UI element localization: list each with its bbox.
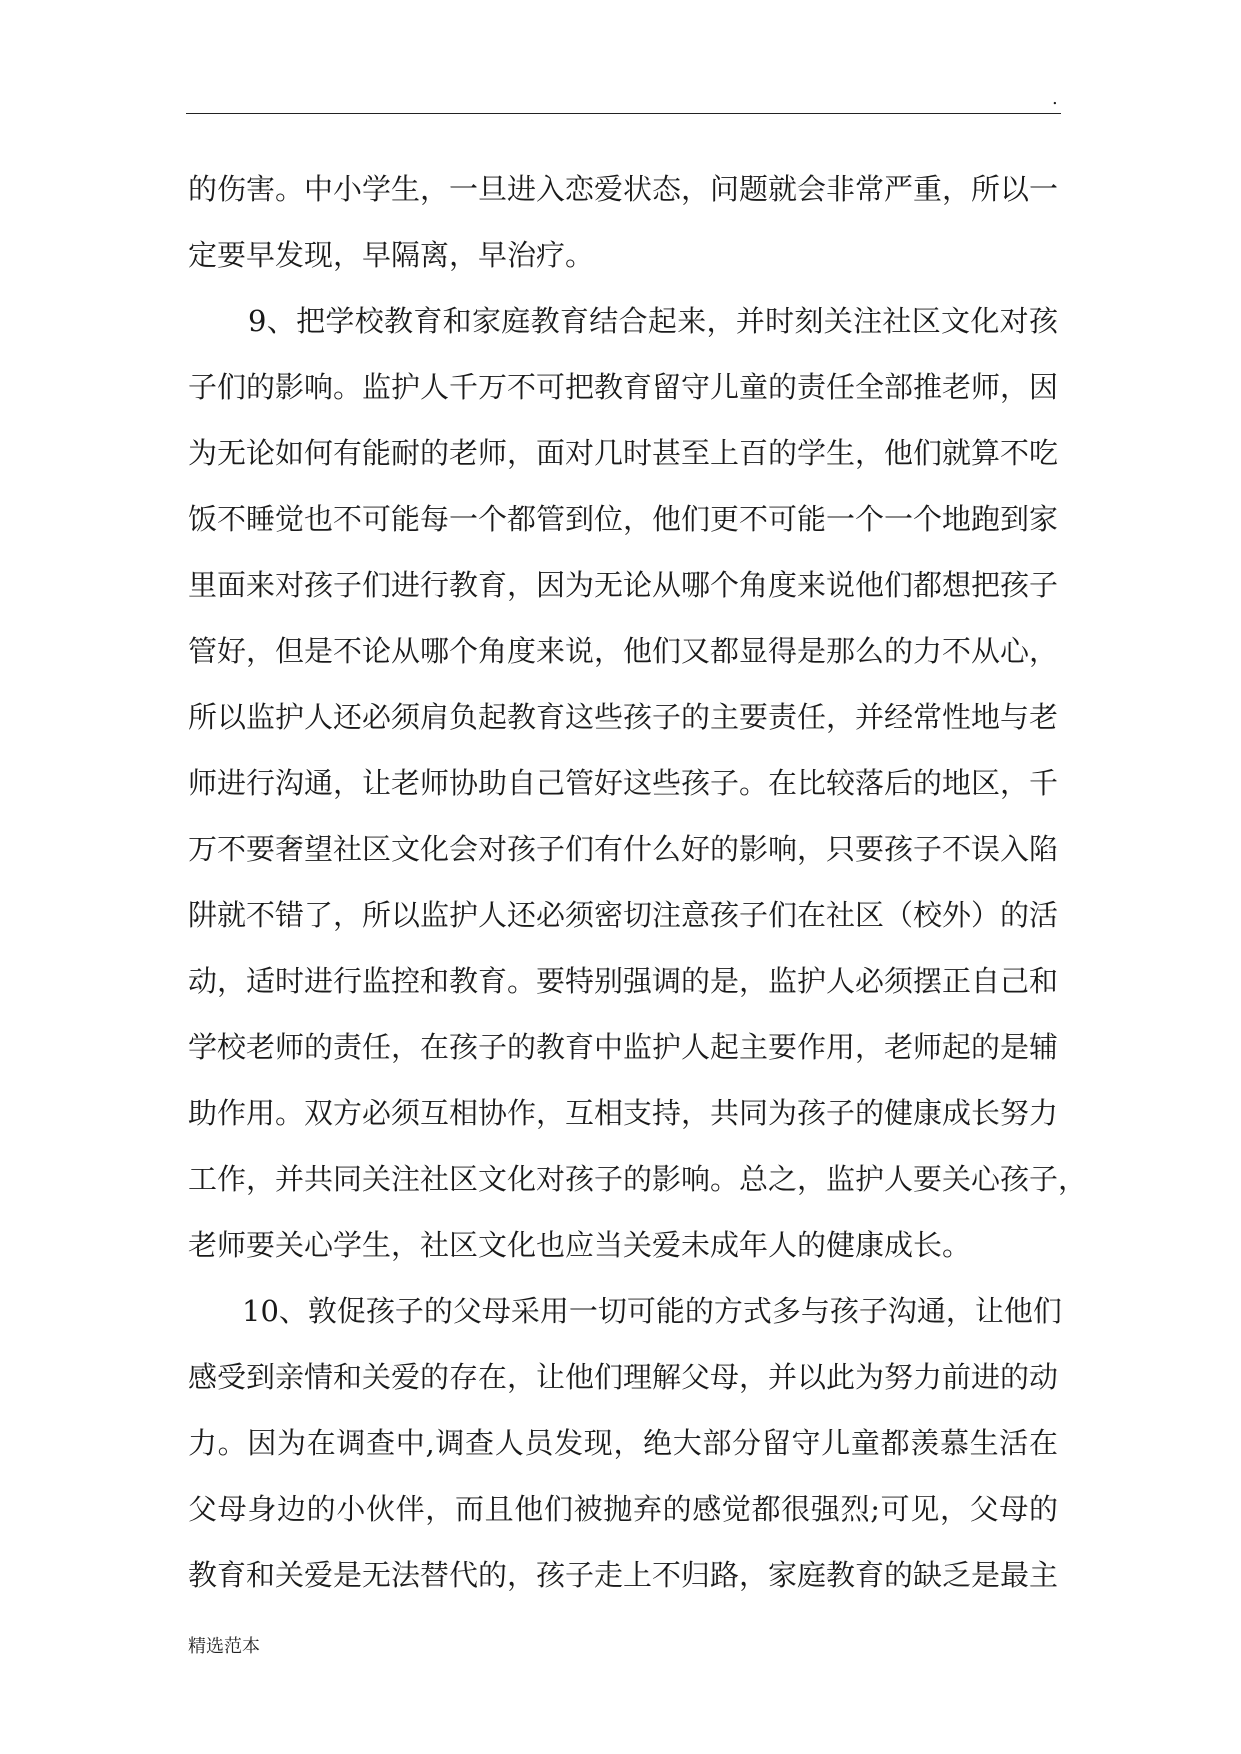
paragraph-9-start: 9、把学校教育和家庭教育结合起来，并时刻关注社区文化对孩: [248, 304, 1058, 338]
header-mark: .: [1052, 88, 1058, 109]
footer-label: 精选范本: [188, 1636, 260, 1657]
text-line: 教育和关爱是无法替代的，孩子走上不归路，家庭教育的缺乏是最主: [188, 1558, 1059, 1592]
text-line: 子们的影响。监护人千万不可把教育留守儿童的责任全部推老师，因: [188, 370, 1059, 404]
text-line: 老师要关心学生，社区文化也应当关爱未成年人的健康成长。: [188, 1228, 972, 1262]
text-line: 动，适时进行监控和教育。要特别强调的是，监护人必须摆正自己和: [188, 964, 1059, 998]
text-line: 师进行沟通，让老师协助自己管好这些孩子。在比较落后的地区，千: [188, 766, 1059, 800]
text-line: 工作，并共同关注社区文化对孩子的影响。总之，监护人要关心孩子，: [188, 1162, 1088, 1196]
text-line: 为无论如何有能耐的老师，面对几时甚至上百的学生，他们就算不吃: [188, 436, 1059, 470]
text-line: 管好，但是不论从哪个角度来说，他们又都显得是那么的力不从心，: [188, 634, 1059, 668]
header-rule: [186, 113, 1061, 114]
text-line: 定要早发现，早隔离，早治疗。: [188, 238, 595, 272]
document-body: [188, 156, 1088, 1608]
text-line: 所以监护人还必须肩负起教育这些孩子的主要责任，并经常性地与老: [188, 700, 1059, 734]
text-line: 饭不睡觉也不可能每一个都管到位，他们更不可能一个一个地跑到家: [188, 502, 1059, 536]
text-line: 助作用。双方必须互相协作，互相支持，共同为孩子的健康成长努力: [188, 1096, 1059, 1130]
text-line: 父母身边的小伙伴，而且他们被抛弃的感觉都很强烈;可见，父母的: [188, 1492, 1058, 1526]
text-line: 力。因为在调查中,调查人员发现，绝大部分留守儿童都羡慕生活在: [188, 1426, 1058, 1460]
text-line: 学校老师的责任，在孩子的教育中监护人起主要作用，老师起的是辅: [188, 1030, 1059, 1064]
text-line: 感受到亲情和关爱的存在，让他们理解父母，并以此为努力前进的动: [188, 1360, 1059, 1394]
text-line: 阱就不错了，所以监护人还必须密切注意孩子们在社区（校外）的活: [188, 898, 1059, 932]
text-line: 里面来对孩子们进行教育，因为无论从哪个角度来说他们都想把孩子: [188, 568, 1059, 602]
paragraph-10-start: 10、敦促孩子的父母采用一切可能的方式多与孩子沟通，让他们: [242, 1294, 1062, 1328]
text-line: 万不要奢望社区文化会对孩子们有什么好的影响，只要孩子不误入陷: [188, 832, 1059, 866]
text-line: 的伤害。中小学生，一旦进入恋爱状态，问题就会非常严重，所以一: [188, 172, 1059, 206]
